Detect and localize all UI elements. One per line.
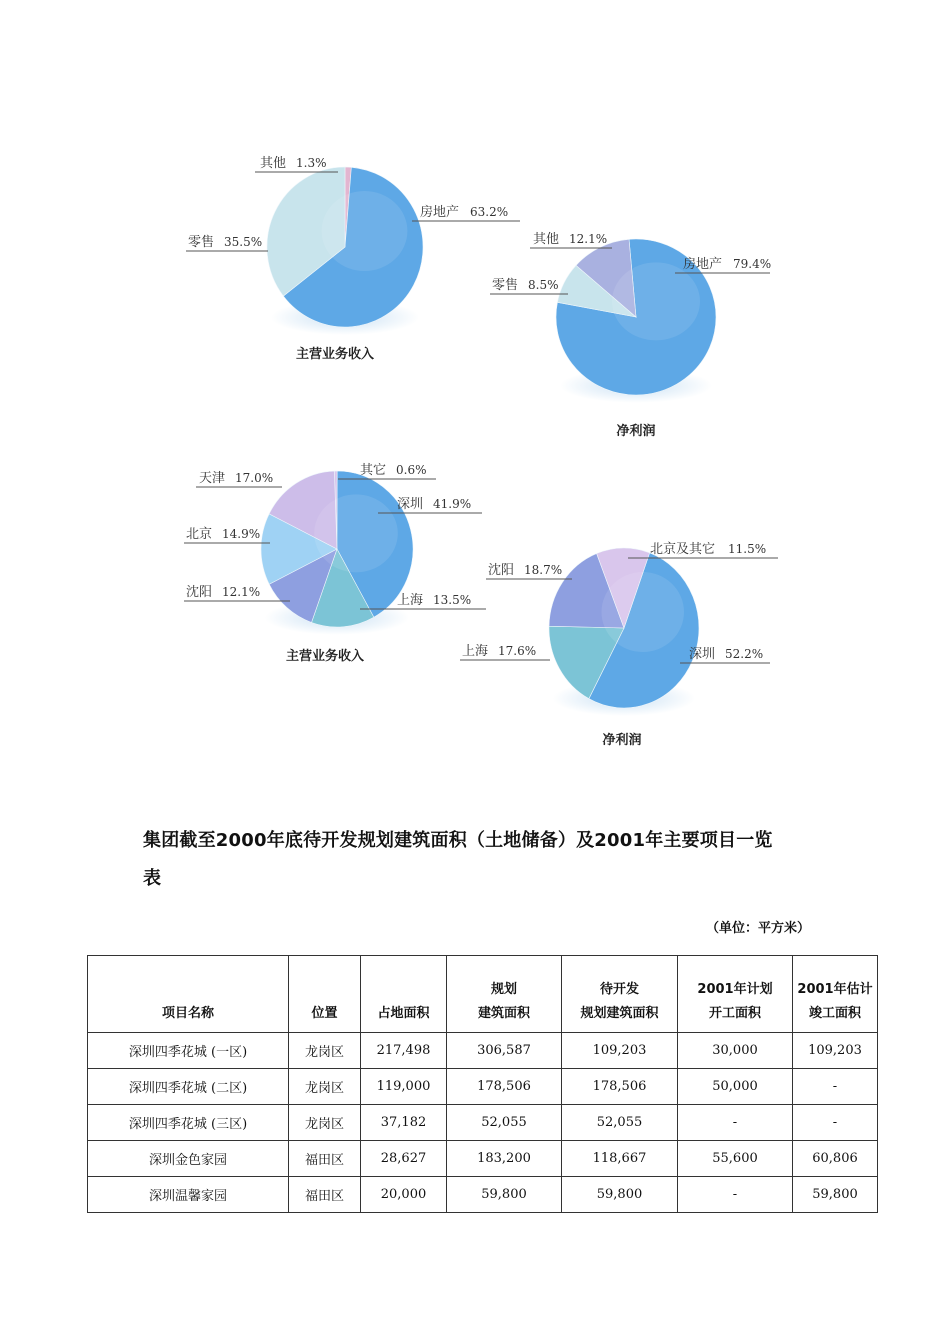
slice-value: 41.9% [433, 497, 472, 511]
header-cell: 位置 [289, 956, 361, 1033]
table-cell: 20,000 [361, 1177, 447, 1213]
table-heading [143, 822, 823, 898]
slice-value: 12.1% [222, 585, 261, 599]
slice-value: 0.6% [396, 463, 427, 477]
table-cell: 福田区 [289, 1141, 361, 1177]
table-cell: 59,800 [447, 1177, 562, 1213]
header-cell: 规划 建筑面积 [447, 956, 562, 1033]
slice-label: 深圳 [397, 497, 424, 512]
table-cell: 深圳四季花城 (三区) [88, 1105, 289, 1141]
table-cell: 深圳金色家园 [88, 1141, 289, 1177]
chart-title: 净利润 [602, 733, 642, 748]
header-cell: 待开发 规划建筑面积 [562, 956, 678, 1033]
slice-value: 35.5% [224, 235, 263, 249]
slice-label: 上海 [397, 593, 424, 608]
table-cell: 109,203 [793, 1033, 878, 1069]
slice-label: 房地产 [420, 205, 460, 220]
table-row [88, 1069, 878, 1105]
slice-value: 18.7% [524, 563, 563, 577]
table-cell: - [793, 1105, 878, 1141]
table-cell: 183,200 [447, 1141, 562, 1177]
table-cell: 55,600 [678, 1141, 793, 1177]
table-cell: 28,627 [361, 1141, 447, 1177]
header-cell: 2001年估计 竣工面积 [793, 956, 878, 1033]
slice-value: 52.2% [725, 647, 764, 661]
slice-value: 17.0% [235, 471, 274, 485]
table-cell: 深圳温馨家园 [88, 1177, 289, 1213]
slice-value: 14.9% [222, 527, 261, 541]
table-cell: 龙岗区 [289, 1069, 361, 1105]
chart-title: 净利润 [616, 424, 656, 439]
slice-label: 房地产 [683, 257, 723, 272]
slice-label: 其它 [360, 463, 387, 478]
table-heading-line1: 集团截至2000年底待开发规划建筑面积（土地储备）及2001年主要项目一览 [143, 830, 773, 851]
slice-label: 上海 [462, 644, 489, 659]
table-header-row [88, 956, 878, 1033]
table-row [88, 1105, 878, 1141]
slice-label: 北京 [186, 527, 213, 542]
table-cell: 109,203 [562, 1033, 678, 1069]
table-cell: 52,055 [447, 1105, 562, 1141]
pie-chart [490, 231, 771, 439]
slice-label: 零售 [188, 235, 215, 250]
unit-note: （单位：平方米） [706, 921, 811, 936]
slice-value: 12.1% [569, 232, 608, 246]
table-cell: 龙岗区 [289, 1105, 361, 1141]
header-cell: 2001年计划 开工面积 [678, 956, 793, 1033]
table-cell: 龙岗区 [289, 1033, 361, 1069]
pie-sheen [602, 572, 685, 652]
pie-sheen [612, 262, 700, 340]
header-cell: 项目名称 [88, 956, 289, 1033]
table-cell: 178,506 [447, 1069, 562, 1105]
table-row [88, 1141, 878, 1177]
table-cell: 118,667 [562, 1141, 678, 1177]
chart-title: 主营业务收入 [295, 347, 375, 362]
table-heading-line2: 表 [143, 868, 162, 889]
slice-label: 沈阳 [186, 585, 213, 600]
table-cell: 306,587 [447, 1033, 562, 1069]
table-cell: - [793, 1069, 878, 1105]
pie-sheen [322, 191, 408, 271]
slice-value: 8.5% [528, 278, 559, 292]
slice-value: 1.3% [296, 156, 327, 170]
table-cell: 178,506 [562, 1069, 678, 1105]
table-cell: 217,498 [361, 1033, 447, 1069]
slice-value: 63.2% [470, 205, 509, 219]
header-cell: 占地面积 [361, 956, 447, 1033]
table-cell: 60,806 [793, 1141, 878, 1177]
pie-sheen [314, 494, 398, 572]
project-table [87, 955, 878, 1213]
slice-value: 11.5% [728, 542, 767, 556]
table-cell: 深圳四季花城 (一区) [88, 1033, 289, 1069]
table-cell: 52,055 [562, 1105, 678, 1141]
table-cell: - [678, 1177, 793, 1213]
table-cell: 37,182 [361, 1105, 447, 1141]
table-row [88, 1033, 878, 1069]
table-row [88, 1177, 878, 1213]
table-cell: 50,000 [678, 1069, 793, 1105]
slice-label: 其他 [260, 156, 287, 171]
slice-label: 沈阳 [488, 563, 515, 578]
slice-label: 零售 [492, 278, 519, 293]
table-cell: 59,800 [793, 1177, 878, 1213]
table-cell: - [678, 1105, 793, 1141]
table-cell: 59,800 [562, 1177, 678, 1213]
slice-value: 79.4% [733, 257, 772, 271]
slice-value: 17.6% [498, 644, 537, 658]
slice-label: 深圳 [689, 647, 716, 662]
pie-chart [186, 155, 520, 362]
slice-label: 北京及其它 [650, 542, 716, 557]
slice-value: 13.5% [433, 593, 472, 607]
slice-label: 天津 [199, 471, 226, 486]
table-cell: 福田区 [289, 1177, 361, 1213]
table-cell: 119,000 [361, 1069, 447, 1105]
pie-chart [184, 462, 489, 664]
table-cell: 深圳四季花城 (二区) [88, 1069, 289, 1105]
slice-label: 其他 [533, 232, 560, 247]
chart-title: 主营业务收入 [285, 649, 365, 664]
table-cell: 30,000 [678, 1033, 793, 1069]
pie-chart [460, 541, 778, 748]
